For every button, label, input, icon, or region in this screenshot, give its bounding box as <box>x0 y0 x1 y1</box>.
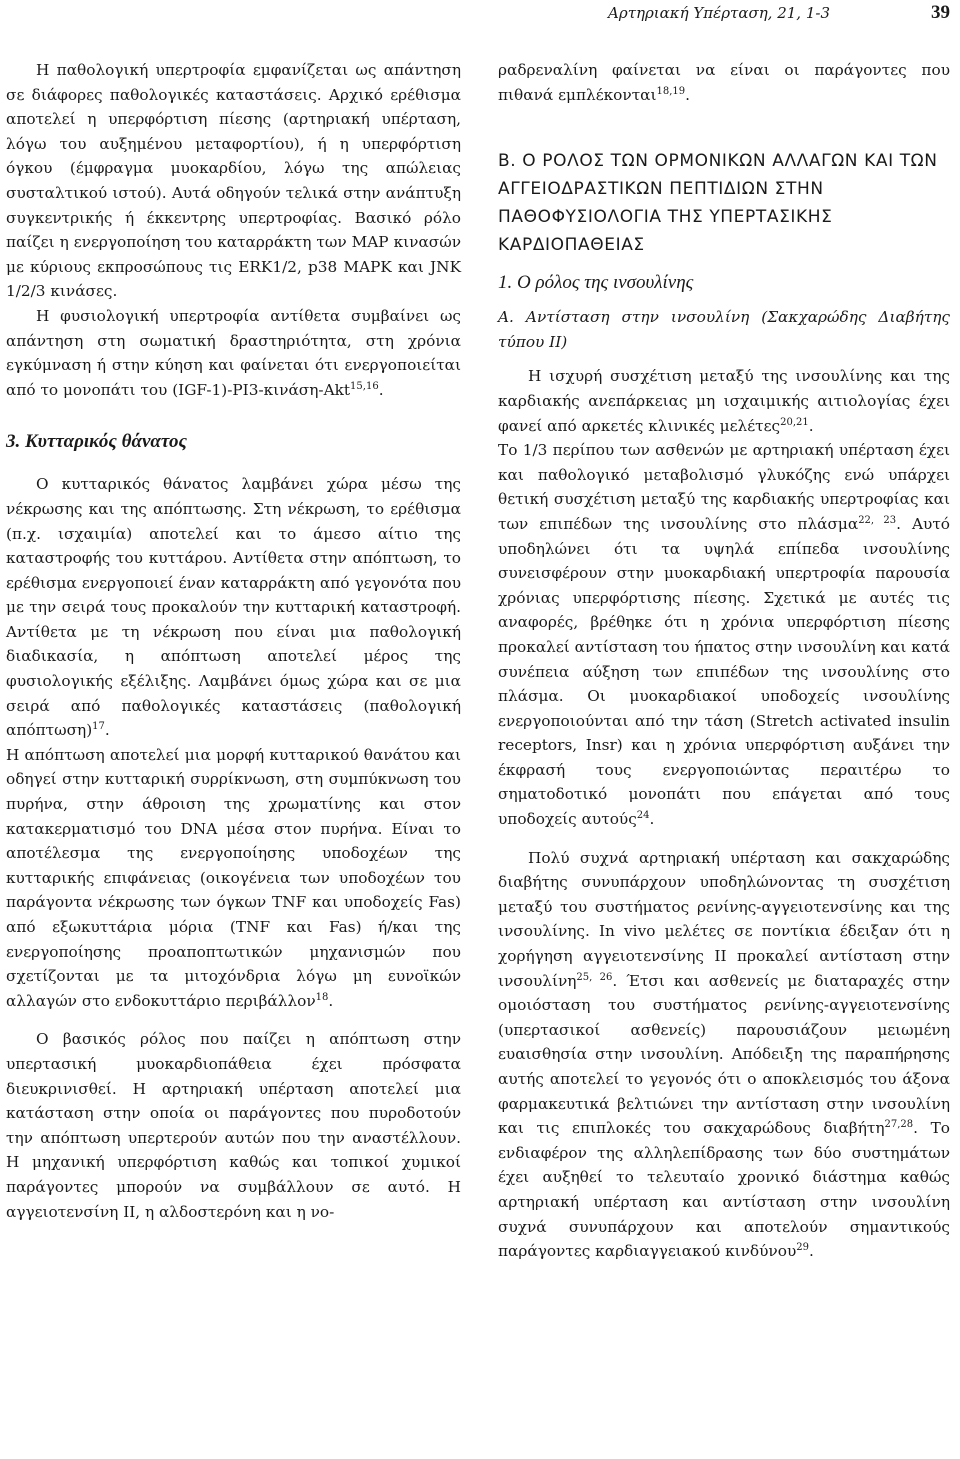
subsubsection-heading: Α. Αντίσταση στην ινσουλίνη (Σακχαρώδης Διαβήτης τύπου ΙΙ) <box>498 308 950 351</box>
running-title: Αρτηριακή Υπέρταση, 21, 1-3 <box>608 4 830 22</box>
paragraph <box>498 58 950 107</box>
paragraph-text: . <box>808 416 814 435</box>
paragraph-text: . <box>808 1242 814 1261</box>
right-column <box>498 58 950 1264</box>
paragraph-text: Ο βασικός ρόλος που παίζει η απόπτωση στην υπερτασική μυοκαρδιοπάθεια έχει πρόσφατα διευκρινισθεί. Η αρτηριακή υπέρταση αποτελεί μια κατάσταση στην οποία οι παράγοντες που πυροδοτούν την απόπτωση υπερτερούν αυτών που την αναστέλλουν. Η μηχανική υπερφόρτιση καθώς και τοπικοί χυμικοί παράγοντες μπορούν να συμβάλλουν σε αυτό. Η αγγειοτενσίνη ΙΙ, η αλδοστερόνη και η νο- <box>6 1030 461 1221</box>
citation: 25, 26 <box>576 971 613 983</box>
page-number: 39 <box>931 2 950 23</box>
citation: 29 <box>796 1242 809 1254</box>
paragraph <box>6 1027 461 1224</box>
paragraph <box>498 364 950 438</box>
paragraph-text: . <box>649 810 655 829</box>
paragraph-text: . <box>328 991 334 1010</box>
citation: 18 <box>315 991 329 1003</box>
paragraph-text: Το 1/3 περίπου των ασθενών με αρτηριακή υπέρταση έχει και παθολογικό μεταβολισμό γλυκόζης ενώ υπάρχει θετική συσχέτιση μεταξύ της καρδιακής υπερτροφίας και των επιπέδων της ινσουλίνης στο πλάσμα <box>498 441 950 533</box>
paragraph-text: Η απόπτωση αποτελεί μια μορφή κυτταρικού θανάτου και οδηγεί στην κυτταρική συρρίκνωση, στη συμπύκνωση του πυρήνα, στην άθροιση της χρωματίνης και στον κατακερματισμό του DNA μέσα στον πυρήνα. Είναι το αποτέλεσμα της ενεργοποίησης υποδοχέων της κυτταρικής επιφάνειας (οικογένεια των υποδοχέων του παράγοντα νέκρωσης των όγκων TNF και υποδοχείς Fas) από εξωκυττάρια μόρια (TNF και Fas) ή/και της ενεργοποίησης προαποπτωτικών μηχανισμών που σχετίζονται με τα μιτοχόνδρια λόγω μη ευνοϊκών αλλαγών στο ενδοκυττάριο περιβάλλον <box>6 745 461 1010</box>
paragraph <box>6 304 461 402</box>
paragraph <box>6 743 461 1014</box>
citation: 20,21 <box>780 416 809 428</box>
subsection-heading: 1. Ο ρόλος της ινσουλίνης <box>498 272 694 294</box>
citation: 17 <box>92 721 105 733</box>
paragraph-text: Η παθολογική υπερτροφία εμφανίζεται ως απάντηση σε διάφορες παθολογικές καταστάσεις. Αρχικό ερέθισμα αποτελεί η υπερφόρτιση πίεσης (αρτηριακή υπέρταση, λόγω του αυξημένου μεταφορτίου), ή η υπερφόρτιση όγκου (έμφραγμα μυοκαρδίου, λόγω της απώλειας συσταλτικού ιστού). Αυτά οδηγούν τελικά στην ανάπτυξη συγκεντρικής ή έκκεντρης υπερτροφίας. Βασικό ρόλο παίζει η ενεργοποίηση του καταρράκτη των MAP κινασών με κύριους εκπροσώπους τις ERK1/2, p38 MAPK και JNK 1/2/3 κινάσες. <box>6 61 461 301</box>
page-header <box>0 0 960 28</box>
paragraph <box>6 472 461 743</box>
citation: 15,16 <box>350 380 379 392</box>
paragraph-text: Ο κυτταρικός θάνατος λαμβάνει χώρα μέσω της νέκρωσης και της απόπτωσης. Στη νέκρωση, το ερέθισμα (π.χ. ισχαιμία) αποτελεί και το άμεσο αίτιο της καταστροφής του κυττάρου. Αντίθετα στην απόπτωση, το ερέθισμα ενεργοποιεί έναν καταρράκτη από γεγονότα που με την σειρά τους προκαλούν την κυτταρική καταστροφή. Αντίθετα με τη νέκρωση που είναι μια παθολογική διαδικασία, η απόπτωση αποτελεί μέρος της φυσιολογικής εξέλιξης. Λαμβάνει όμως χώρα και σε μια σειρά από παθολογικές καταστάσεις (παθολογική απόπτωση) <box>6 475 461 740</box>
paragraph-text: . Έτσι και ασθενείς με διαταραχές στην ομοιόσταση του συστήματος ρενίνης-αγγειοτενσίνης (υπερτασικοί ασθενείς) παρουσιάζουν μειωμένη ευαισθησία στην ινσουλίνη. Απόδειξη της παραπήρησης αυτής αποτελεί το γεγονός ότι ο αποκλεισμός του άξονα φαρμακευτικά βελτιώνει την αντίσταση στην ινσουλίνη και τις επιπλοκές του σακχαρώδους διαβήτη <box>498 971 951 1138</box>
paragraph-text: . Το ενδιαφέρον της αλληλεπίδρασης των δύο συστημάτων έχει αυξηθεί το τελευταίο χρονικό διάστημα καθώς αρτηριακή υπέρταση και αντίσταση στην ινσουλίνη συχνά συνυπάρχουν και αποτελούν σημαντικούς παράγοντες καρδιαγγειακού κινδύνου <box>498 1119 951 1261</box>
paragraph-text: . Αυτό υποδηλώνει ότι τα υψηλά επίπεδα ινσουλίνης συνεισφέρουν στην μυοκαρδιακή υπερτροφία παρουσία χρόνιας υπερφόρτισης πίεσης. Σχετικά με αυτές τις αναφορές, βρέθηκε ότι η χρόνια υπερφόρτιση πίεσης προκαλεί αντίσταση του ήπατος στην ινσουλίνη και κατά συνέπεια αύξηση των επιπέδων της ινσουλίνης στο πλάσμα. Οι μυοκαρδιακοί υποδοχείς ινσουλίνης ενεργοποιούνται από την τάση (Stretch activated insulin receptors, Insr) και η χρόνια υπερφόρτιση αυξάνει την έκφρασή τους ενεργοποιώντας περαιτέρω το σηματοδοτικό μονοπάτι που επάγεται από τους υποδοχείς αυτούς <box>498 514 950 829</box>
citation: 22, 23 <box>858 514 897 526</box>
citation: 27,28 <box>884 1119 914 1131</box>
paragraph-text: ραδρεναλίνη φαίνεται να είναι οι παράγοντες που πιθανά εμπλέκονται <box>498 61 950 104</box>
paragraph-text: Πολύ συχνά αρτηριακή υπέρταση και σακχαρώδης διαβήτης συνυπάρχουν υποδηλώνοντας τη συσχέτιση μεταξύ του συστήματος ρενίνης-αγγειοτενσίνης και της ινσουλίνης. In vivo μελέτες σε ποντίκια έδειξαν ότι η χορήγηση αγγειοτενσίνης ΙΙ προκαλεί αντίσταση στην ινσουλίνη <box>498 848 950 990</box>
paragraph-text: . <box>378 380 384 399</box>
paragraph <box>6 58 461 304</box>
citation: 18,19 <box>656 85 686 97</box>
paragraph <box>498 438 950 832</box>
paragraph-text: . <box>685 85 690 104</box>
section-heading: 3. Κυτταρικός θάνατος <box>6 431 188 453</box>
paragraph-text: . <box>104 721 110 740</box>
left-column <box>6 58 461 1224</box>
section-heading: Β. Ο ΡΟΛΟΣ ΤΩΝ ΟΡΜΟΝΙΚΩΝ ΑΛΛΑΓΩΝ ΚΑΙ ΤΩΝ ΑΓΓΕΙΟΔΡΑΣΤΙΚΩΝ ΠΕΠΤΙΔΙΩΝ ΣΤΗΝ ΠΑΘΟΦΥΣΙΟΛΟΓΙΑ ΤΗΣ ΥΠΕΡΤΑΣΙΚΗΣ ΚΑΡΔΙΟΠΑΘΕΙΑΣ <box>498 151 938 256</box>
paragraph-text: Η φυσιολογική υπερτροφία αντίθετα συμβαίνει ως απάντηση στη σωματική δραστηριότητα, στη χρόνια εγκύμναση ή στην κύηση και φαίνεται ότι ενεργοποιείται από το μονοπάτι του (IGF-1)-PI3-κινάση-Akt <box>6 306 461 399</box>
paragraph <box>498 846 950 1264</box>
paragraph-text: Η ισχυρή συσχέτιση μεταξύ της ινσουλίνης και της καρδιακής ανεπάρκειας μη ισχαιμικής αιτιολογίας έχει φανεί από αρκετές κλινικές μελέτες <box>498 367 950 435</box>
citation: 24 <box>636 809 650 821</box>
